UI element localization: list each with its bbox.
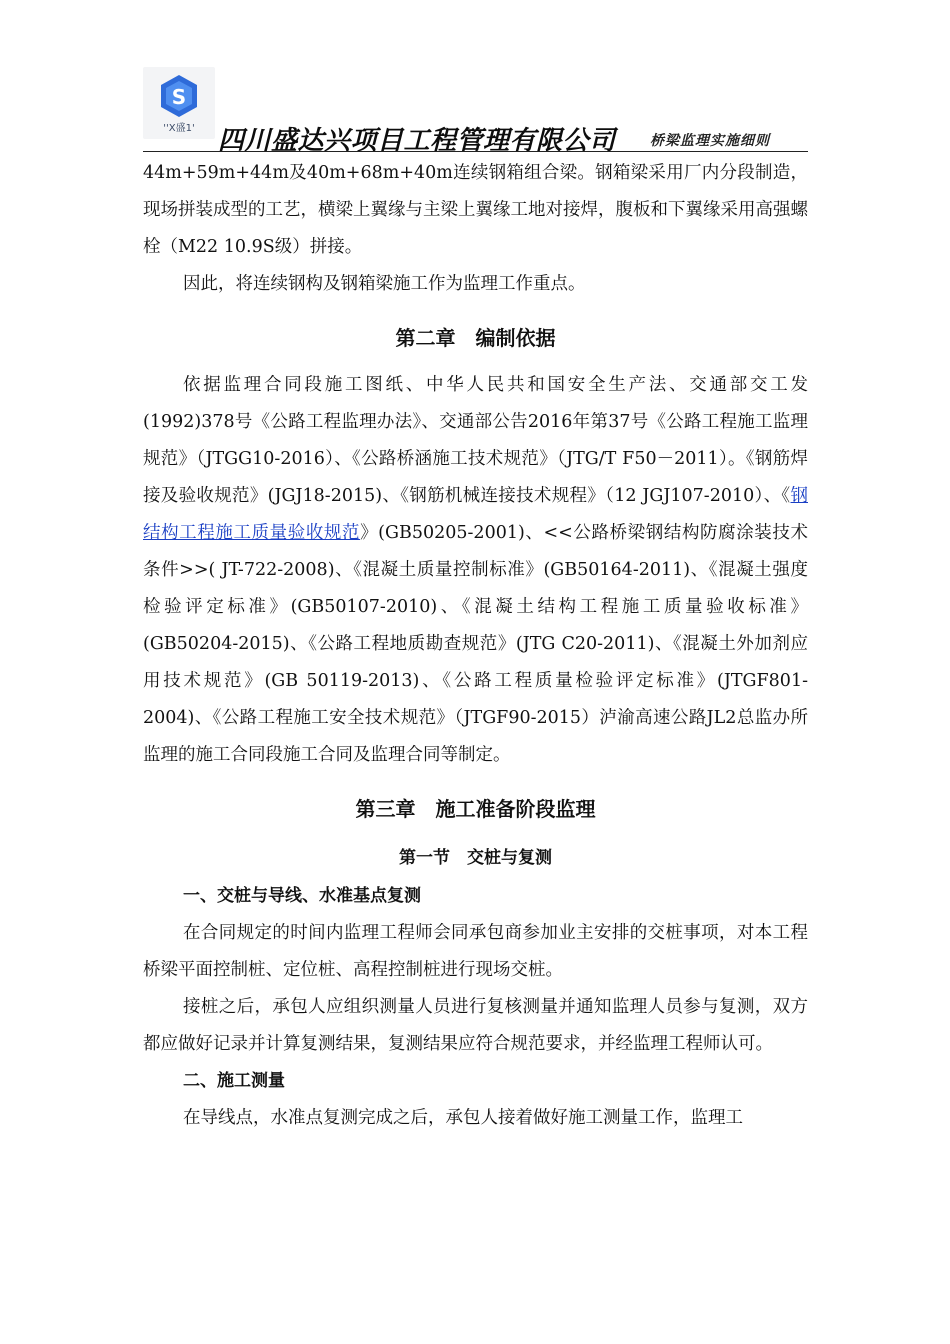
chapter-2-heading: 第二章 编制依据 bbox=[395, 326, 556, 350]
basis-text-end: 》(GB50205-2001)、<<公路桥梁钢结构防腐涂装技术条件>>( JT-722-2008)、《混凝土质量控制标准》(GB50164-2011)、《混凝土强度检验评定标准》(GB50107-2010)、《混凝土结构工程施工质量验收标准》(GB50204-2015)、《公路工程地质勘查规范》(JTG C20-2011)、《混凝土外加剂应用技术规范》(GB 50119-2013)、《公路工程质量检验评定标准》(JTGF801-2004)、《公路工程施工安全技术规范》（JTGF90-2015）泸渝高速公路JL2总监办所监理的施工合同段施工合同及监理合同等制定。 bbox=[143, 523, 808, 765]
intro-paragraph-2: 因此，将连续钢构及钢箱梁施工作为监理工作重点。 bbox=[183, 274, 586, 294]
intro-paragraph: 44m+59m+44m及40m+68m+40m连续钢箱组合梁。钢箱梁采用厂内分段制造，现场拼装成型的工艺，横梁上翼缘与主梁上翼缘工地对接焊，腹板和下翼缘采用高强螺栓（M22 10.9S级）拼接。 bbox=[143, 163, 808, 257]
subsection-2-paragraph-1: 在导线点，水准点复测完成之后，承包人接着做好施工测量工作，监理工 bbox=[183, 1108, 743, 1128]
company-name: 四川盛达兴项目工程管理有限公司 bbox=[218, 126, 616, 156]
subsection-2-heading: 二、施工测量 bbox=[183, 1071, 285, 1091]
standard-link[interactable]: 钢结构工程施工质量验收规范 bbox=[143, 486, 808, 543]
subsection-1-paragraph-1: 在合同规定的时间内监理工程师会同承包商参加业主安排的交桩事项，对本工程桥梁平面控制桩、定位桩、高程控制桩进行现场交桩。 bbox=[143, 923, 808, 980]
document-title: 桥梁监理实施细则 bbox=[650, 133, 770, 149]
section-1-heading: 第一节 交桩与复测 bbox=[399, 848, 552, 868]
page-content bbox=[143, 155, 808, 1137]
chapter-3-heading: 第三章 施工准备阶段监理 bbox=[355, 797, 596, 821]
basis-text-start: 依据监理合同段施工图纸、中华人民共和国安全生产法、交通部交工发(1992)378号《公路工程监理办法》、交通部公告2016年第37号《公路工程施工监理规范》（JTGG10-2016）、《公路桥涵施工技术规范》（JTG/T F50－2011）。《钢筋焊接及验收规范》(JGJ18-2015)、《钢筋机械连接技术规程》（12 JGJ107-2010）、《 bbox=[143, 375, 808, 506]
svg-text:S: S bbox=[171, 85, 187, 109]
company-logo bbox=[143, 67, 215, 139]
header-divider bbox=[143, 151, 808, 152]
svg-text:''X盛1': ''X盛1' bbox=[163, 123, 195, 134]
basis-paragraph bbox=[143, 367, 808, 774]
subsection-1-heading: 一、交桩与导线、水准基点复测 bbox=[183, 886, 421, 906]
subsection-1-paragraph-2: 接桩之后，承包人应组织测量人员进行复核测量并通知监理人员参与复测，双方都应做好记录并计算复测结果，复测结果应符合规范要求，并经监理工程师认可。 bbox=[143, 997, 808, 1054]
